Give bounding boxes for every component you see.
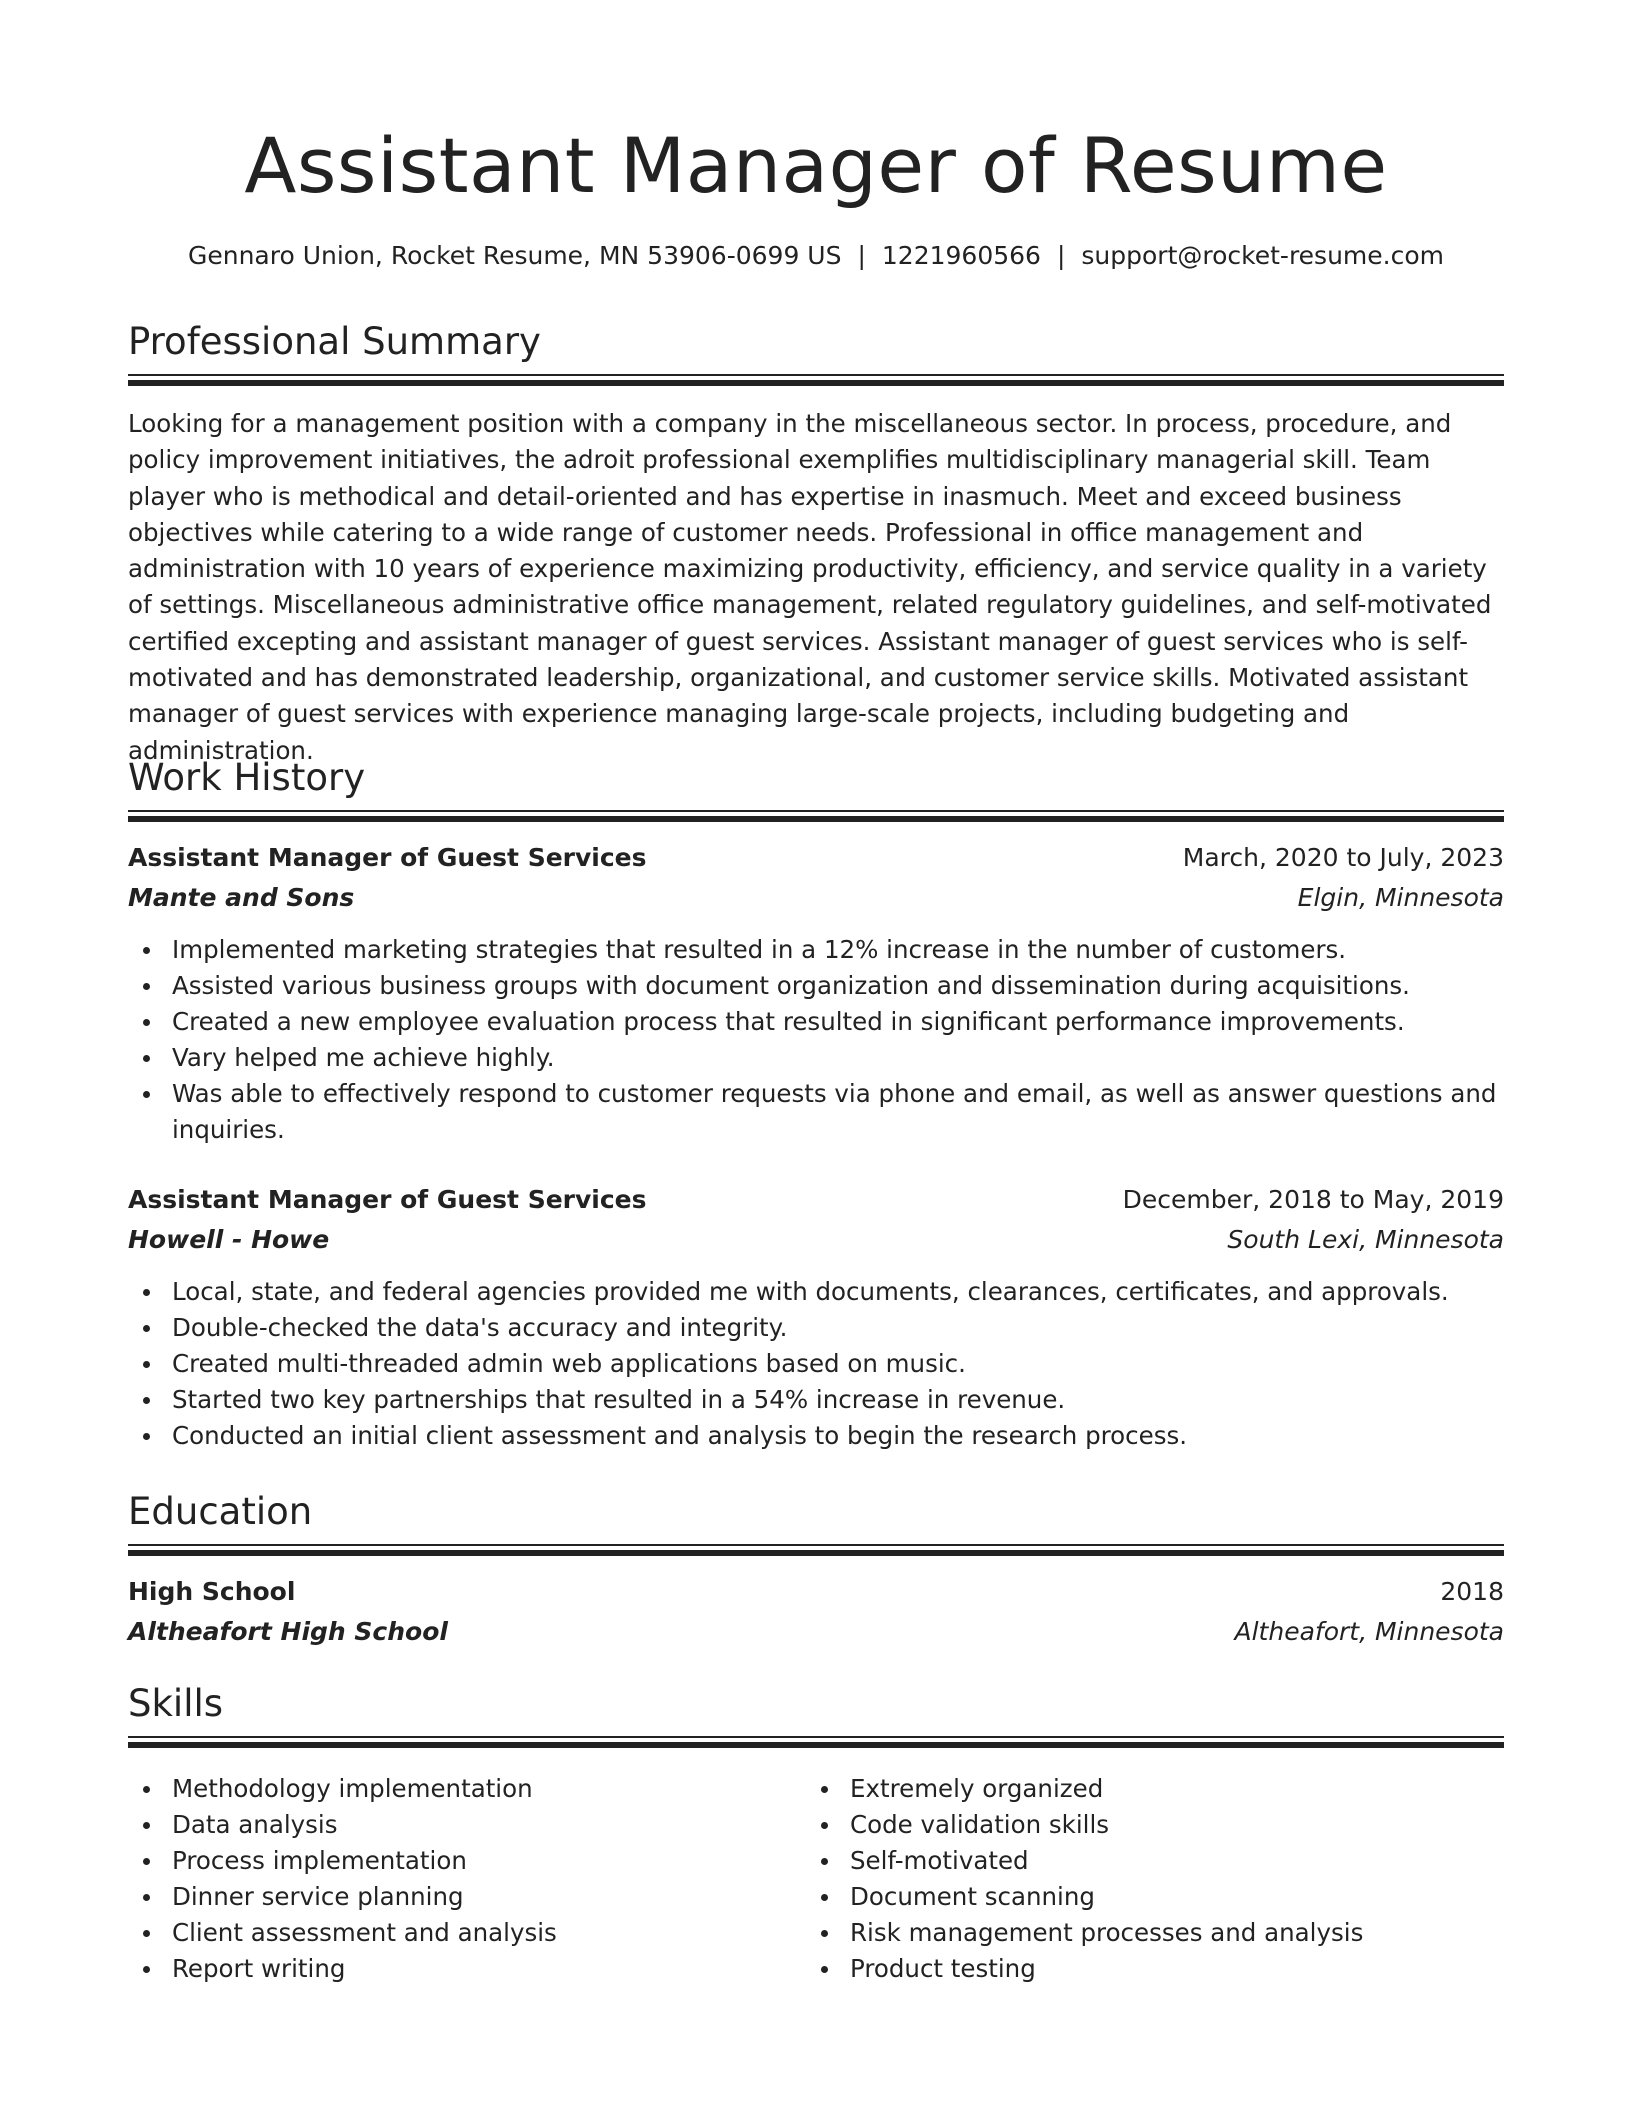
job-company: Mante and Sons [128,883,355,912]
list-item: Extremely organized [806,1771,1632,1807]
contact-address: Gennaro Union, Rocket Resume, MN 53906-0699 US [187,241,842,270]
section-divider [128,1736,1504,1748]
skills-list-right [806,1771,1632,1987]
section-title-summary: Professional Summary [128,320,541,363]
job-bullet-list [128,1274,1504,1454]
contact-phone: 1221960566 [881,241,1041,270]
list-item: Code validation skills [806,1807,1632,1843]
education-degree: High School [128,1577,296,1606]
contact-line [128,238,1504,274]
list-item: Double-checked the data's accuracy and integrity. [128,1310,1504,1346]
list-item: Created a new employee evaluation process that resulted in significant performance improvements. [128,1004,1504,1040]
education-year: 2018 [1440,1577,1504,1606]
job-company: Howell - Howe [128,1225,330,1254]
section-title-work-history: Work History [128,756,366,799]
list-item: Report writing [128,1951,1504,1987]
list-item: Implemented marketing strategies that resulted in a 12% increase in the number of customers. [128,932,1504,968]
list-item: Product testing [806,1951,1632,1987]
section-title-skills: Skills [128,1682,224,1725]
section-title-education: Education [128,1490,313,1533]
list-item: Was able to effectively respond to customer requests via phone and email, as well as answer questions and inquiries. [128,1076,1504,1148]
list-item: Self-motivated [806,1843,1632,1879]
list-item: Client assessment and analysis [128,1915,1504,1951]
education-school-row [128,1612,1504,1652]
list-item: Process implementation [128,1843,1504,1879]
job-title: Assistant Manager of Guest Services [128,843,647,872]
list-item: Methodology implementation [128,1771,1504,1807]
contact-separator: | [857,241,866,270]
job-company-row [128,1220,1504,1260]
job-company-row [128,878,1504,918]
contact-email: support@rocket-resume.com [1081,241,1445,270]
list-item: Created multi-threaded admin web applications based on music. [128,1346,1504,1382]
list-item: Started two key partnerships that resulted in a 54% increase in revenue. [128,1382,1504,1418]
list-item: Assisted various business groups with document organization and dissemination during acquisitions. [128,968,1504,1004]
list-item: Document scanning [806,1879,1632,1915]
list-item: Dinner service planning [128,1879,1504,1915]
list-item: Risk management processes and analysis [806,1915,1632,1951]
education-location: Altheafort, Minnesota [1234,1617,1504,1646]
job-location: Elgin, Minnesota [1297,883,1504,912]
education-school: Altheafort High School [128,1617,448,1646]
contact-separator: | [1056,241,1066,270]
list-item: Local, state, and federal agencies provided me with documents, clearances, certificates, and approvals. [128,1274,1504,1310]
list-item: Vary helped me achieve highly. [128,1040,1504,1076]
job-header-row [128,838,1504,878]
resume-name: Assistant Manager of Resume [244,121,1388,210]
job-bullet-list [128,932,1504,1148]
section-divider [128,1544,1504,1556]
education-header-row [128,1572,1504,1612]
section-divider [128,810,1504,822]
list-item: Data analysis [128,1807,1504,1843]
job-dates: December, 2018 to May, 2019 [1122,1185,1504,1214]
job-title: Assistant Manager of Guest Services [128,1185,647,1214]
job-location: South Lexi, Minnesota [1227,1225,1504,1254]
summary-text: Looking for a management position with a company in the miscellaneous sector. In process, procedure, and policy improvement initiatives, the adroit professional exemplifies multidisciplinary managerial skill. Team player who is methodical and detail-oriented and has expertise in inasmuch. Meet and exceed business objectives while catering to a wide range of customer needs. Professional in office management and administration with 10 years of experience maximizing productivity, efficiency, and service quality in a variety of settings. Miscellaneous administrative office management, related regulatory guidelines, and self-motivated certified excepting and assistant manager of guest services. Assistant manager of guest services who is self-motivated and has demonstrated leadership, organizational, and customer service skills. Motivated assistant manager of guest services with experience managing large-scale projects, including budgeting and administration. [128,409,1492,765]
job-header-row [128,1180,1504,1220]
section-divider [128,374,1504,386]
list-item: Conducted an initial client assessment and analysis to begin the research process. [128,1418,1504,1454]
job-dates: March, 2020 to July, 2023 [1182,843,1504,872]
